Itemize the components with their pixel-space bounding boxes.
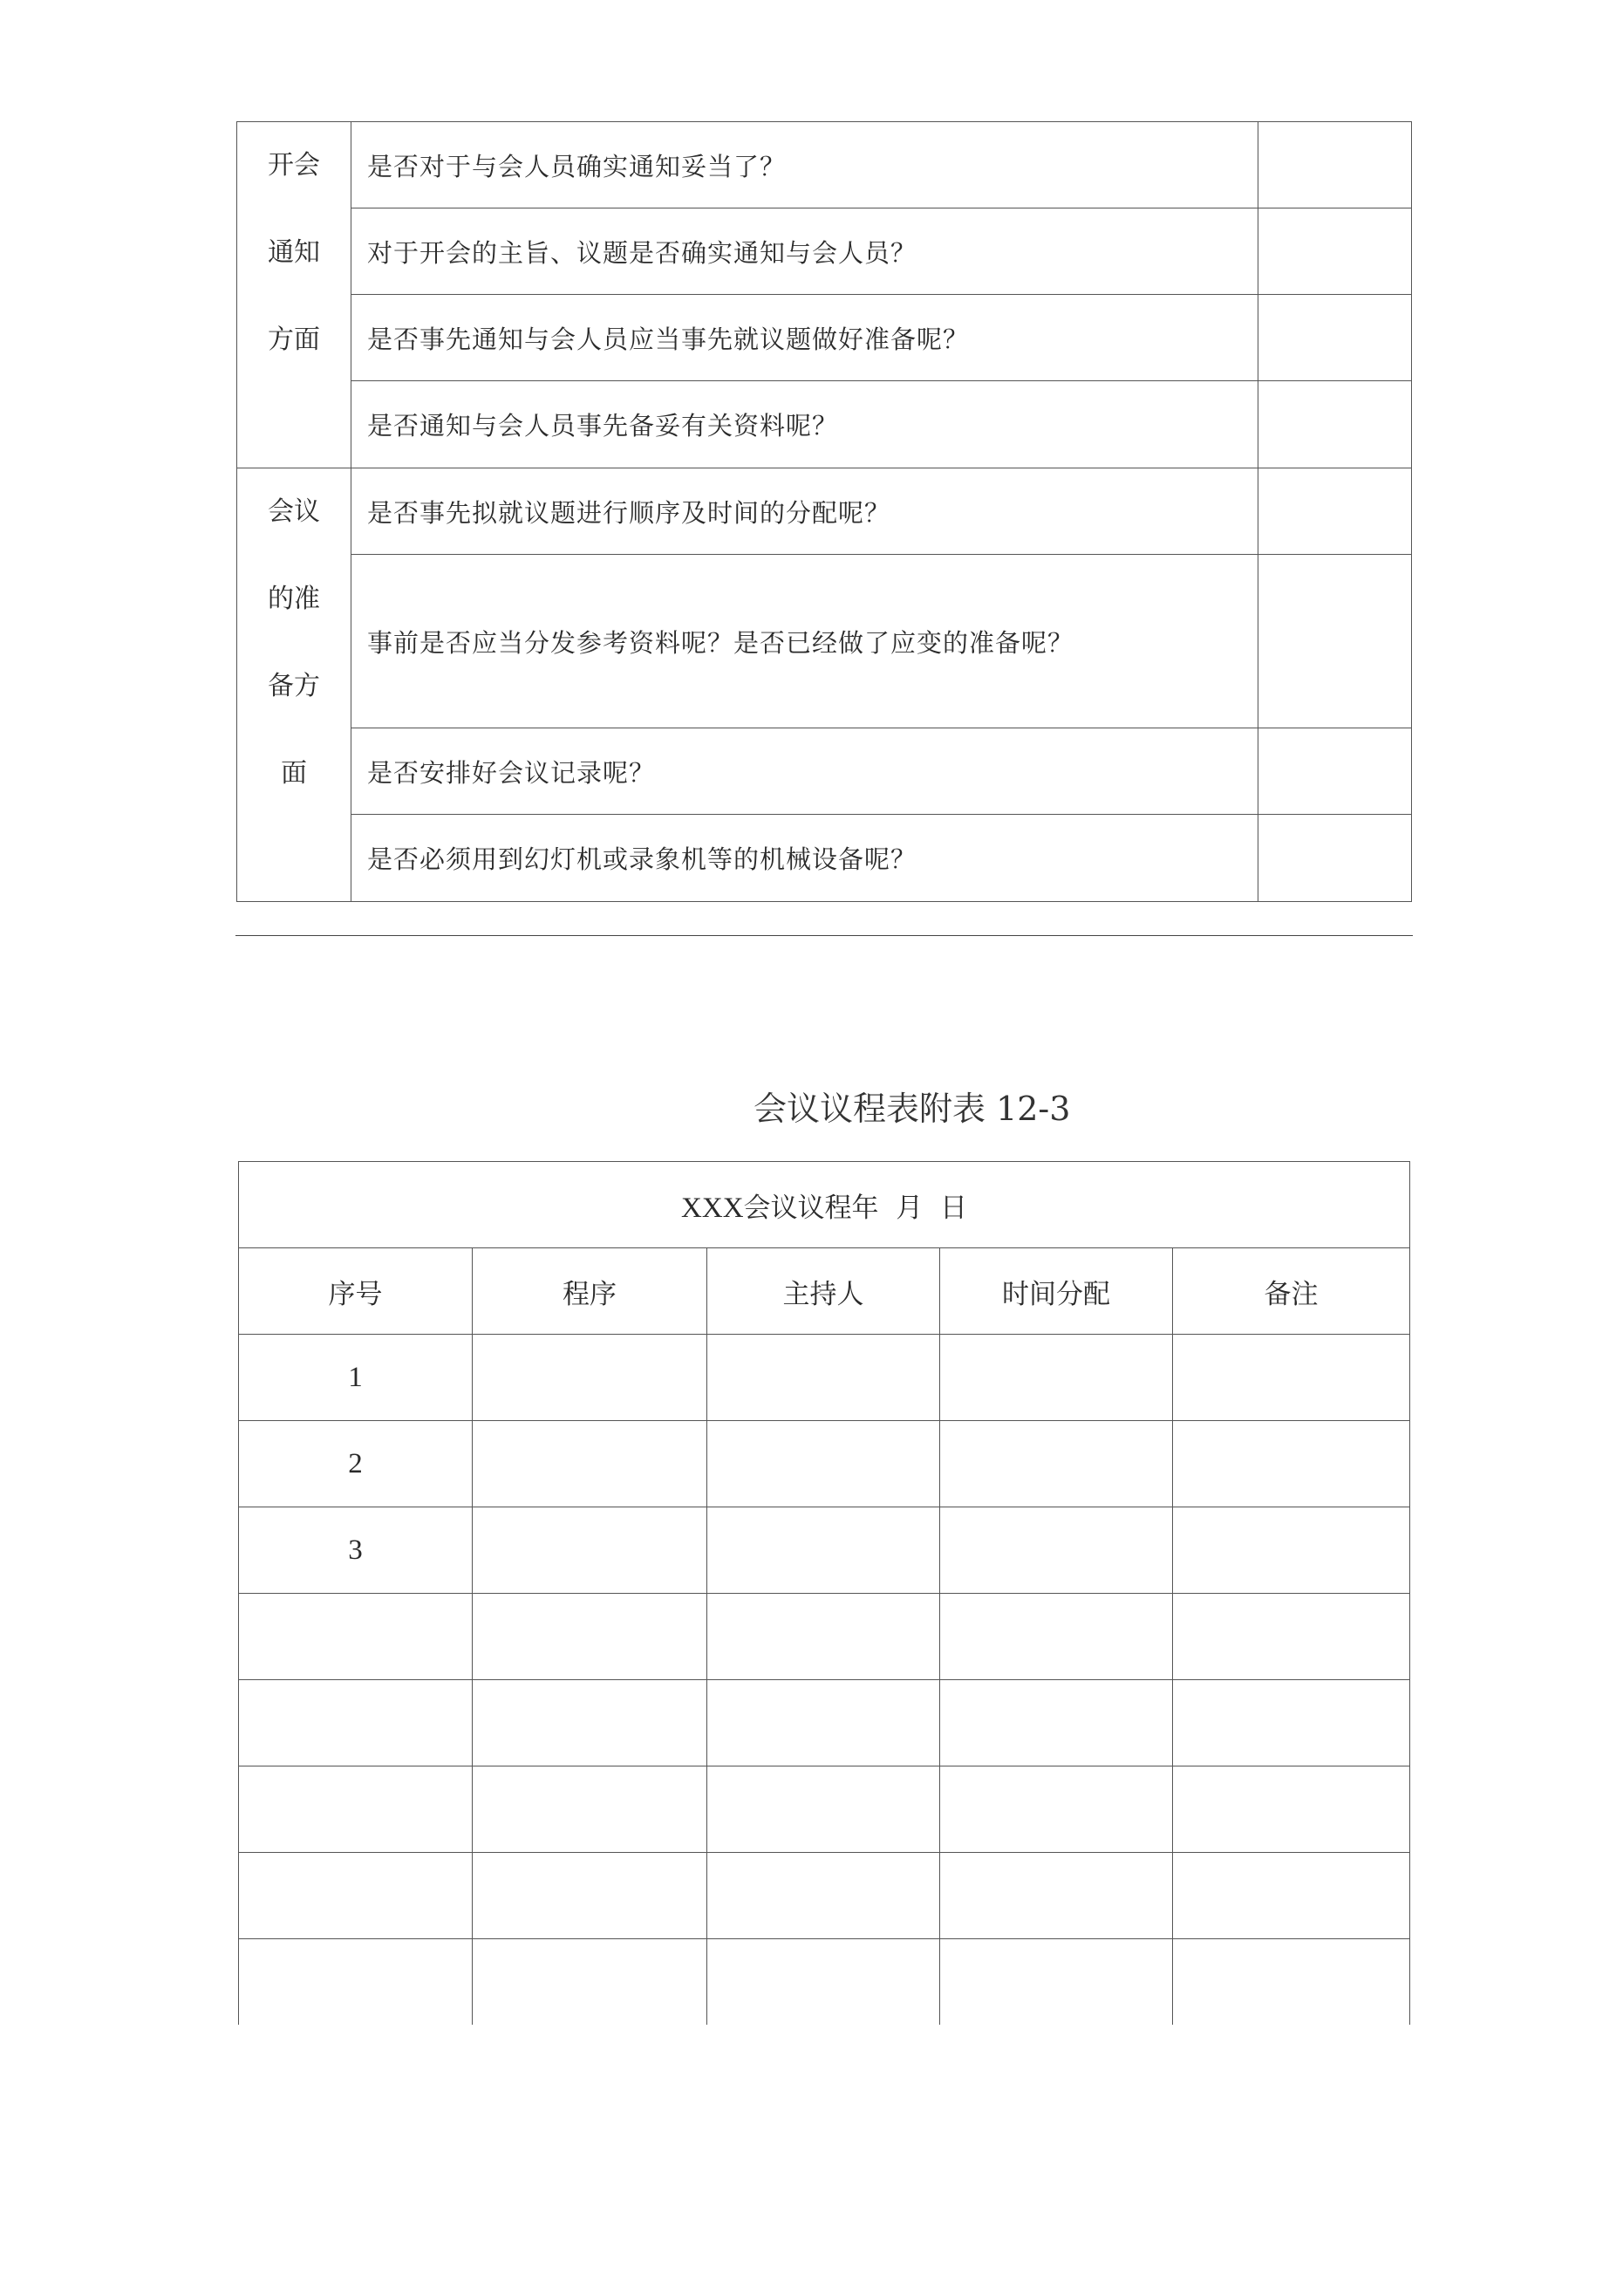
table-cell[interactable] xyxy=(940,1594,1173,1680)
row-number xyxy=(239,1853,473,1939)
checklist-item: 是否必须用到幻灯机或录象机等的机械设备呢？ xyxy=(351,815,1258,902)
checklist-item: 事前是否应当分发参考资料呢？是否已经做了应变的准备呢？ xyxy=(351,555,1258,728)
table-cell[interactable] xyxy=(473,1853,707,1939)
category-notice-line-3: 方面 xyxy=(268,325,320,355)
table-cell[interactable] xyxy=(707,1680,940,1766)
table-cell[interactable] xyxy=(473,1335,707,1421)
row-number xyxy=(239,1939,473,2026)
check-cell[interactable] xyxy=(1258,295,1412,381)
table-cell[interactable] xyxy=(940,1939,1173,2026)
header-procedure: 程序 xyxy=(473,1248,707,1335)
checklist-item: 是否对于与会人员确实通知妥当了？ xyxy=(351,122,1258,208)
table-row xyxy=(239,1507,1410,1594)
table-row xyxy=(239,1335,1410,1421)
row-number: 3 xyxy=(239,1507,473,1594)
agenda-table xyxy=(238,1161,1410,2025)
category-notice-line-1: 开会 xyxy=(268,150,320,181)
category-preparation-line-3: 备方 xyxy=(268,671,320,701)
section-divider xyxy=(235,935,1413,936)
agenda-caption: 会议议程表附表 12-3 xyxy=(754,1090,1071,1128)
table-row xyxy=(239,1853,1410,1939)
row-number: 2 xyxy=(239,1421,473,1507)
table-cell[interactable] xyxy=(940,1507,1173,1594)
check-cell[interactable] xyxy=(1258,815,1412,902)
table-row xyxy=(239,1594,1410,1680)
table-cell[interactable] xyxy=(473,1680,707,1766)
table-cell[interactable] xyxy=(940,1680,1173,1766)
table-cell[interactable] xyxy=(707,1421,940,1507)
table-cell[interactable] xyxy=(1173,1594,1410,1680)
checklist-item: 是否安排好会议记录呢？ xyxy=(351,728,1258,815)
table-cell[interactable] xyxy=(473,1507,707,1594)
table-cell[interactable] xyxy=(707,1853,940,1939)
table-cell[interactable] xyxy=(1173,1507,1410,1594)
checklist-item: 是否通知与会人员事先备妥有关资料呢？ xyxy=(351,381,1258,468)
table-cell[interactable] xyxy=(707,1939,940,2026)
row-number xyxy=(239,1594,473,1680)
table-cell[interactable] xyxy=(940,1421,1173,1507)
check-cell[interactable] xyxy=(1258,208,1412,295)
row-number xyxy=(239,1680,473,1766)
table-cell[interactable] xyxy=(707,1766,940,1853)
category-notice-line-2: 通知 xyxy=(268,237,320,268)
table-row xyxy=(239,1680,1410,1766)
header-host: 主持人 xyxy=(707,1248,940,1335)
check-cell[interactable] xyxy=(1258,555,1412,728)
table-cell[interactable] xyxy=(473,1594,707,1680)
header-time-allocation: 时间分配 xyxy=(940,1248,1173,1335)
table-cell[interactable] xyxy=(940,1853,1173,1939)
table-row xyxy=(239,1939,1410,2026)
table-cell[interactable] xyxy=(1173,1766,1410,1853)
table-cell[interactable] xyxy=(940,1766,1173,1853)
table-cell[interactable] xyxy=(473,1421,707,1507)
agenda-title xyxy=(239,1162,1410,1248)
table-cell[interactable] xyxy=(707,1594,940,1680)
category-preparation-line-2: 的准 xyxy=(268,584,320,614)
table-cell[interactable] xyxy=(473,1766,707,1853)
checklist-item: 是否事先通知与会人员应当事先就议题做好准备呢？ xyxy=(351,295,1258,381)
meeting-checklist-table xyxy=(236,121,1412,902)
table-cell[interactable] xyxy=(707,1335,940,1421)
check-cell[interactable] xyxy=(1258,468,1412,555)
table-cell[interactable] xyxy=(940,1335,1173,1421)
category-preparation-line-4: 面 xyxy=(281,758,307,789)
table-cell[interactable] xyxy=(1173,1853,1410,1939)
header-number: 序号 xyxy=(239,1248,473,1335)
row-number xyxy=(239,1766,473,1853)
table-cell[interactable] xyxy=(1173,1680,1410,1766)
check-cell[interactable] xyxy=(1258,381,1412,468)
table-cell[interactable] xyxy=(1173,1335,1410,1421)
category-preparation xyxy=(237,468,351,902)
table-cell[interactable] xyxy=(1173,1939,1410,2026)
header-remarks: 备注 xyxy=(1173,1248,1410,1335)
category-preparation-line-1: 会议 xyxy=(268,496,320,527)
table-cell[interactable] xyxy=(473,1939,707,2026)
table-row xyxy=(239,1766,1410,1853)
table-cell[interactable] xyxy=(707,1507,940,1594)
check-cell[interactable] xyxy=(1258,728,1412,815)
agenda-title-prefix: XXX xyxy=(681,1192,744,1224)
table-cell[interactable] xyxy=(1173,1421,1410,1507)
row-number: 1 xyxy=(239,1335,473,1421)
checklist-item: 对于开会的主旨、议题是否确实通知与会人员？ xyxy=(351,208,1258,295)
checklist-item: 是否事先拟就议题进行顺序及时间的分配呢？ xyxy=(351,468,1258,555)
category-notice xyxy=(237,122,351,468)
table-row xyxy=(239,1421,1410,1507)
check-cell[interactable] xyxy=(1258,122,1412,208)
agenda-title-text: 会议议程年 月 日 xyxy=(743,1192,967,1224)
